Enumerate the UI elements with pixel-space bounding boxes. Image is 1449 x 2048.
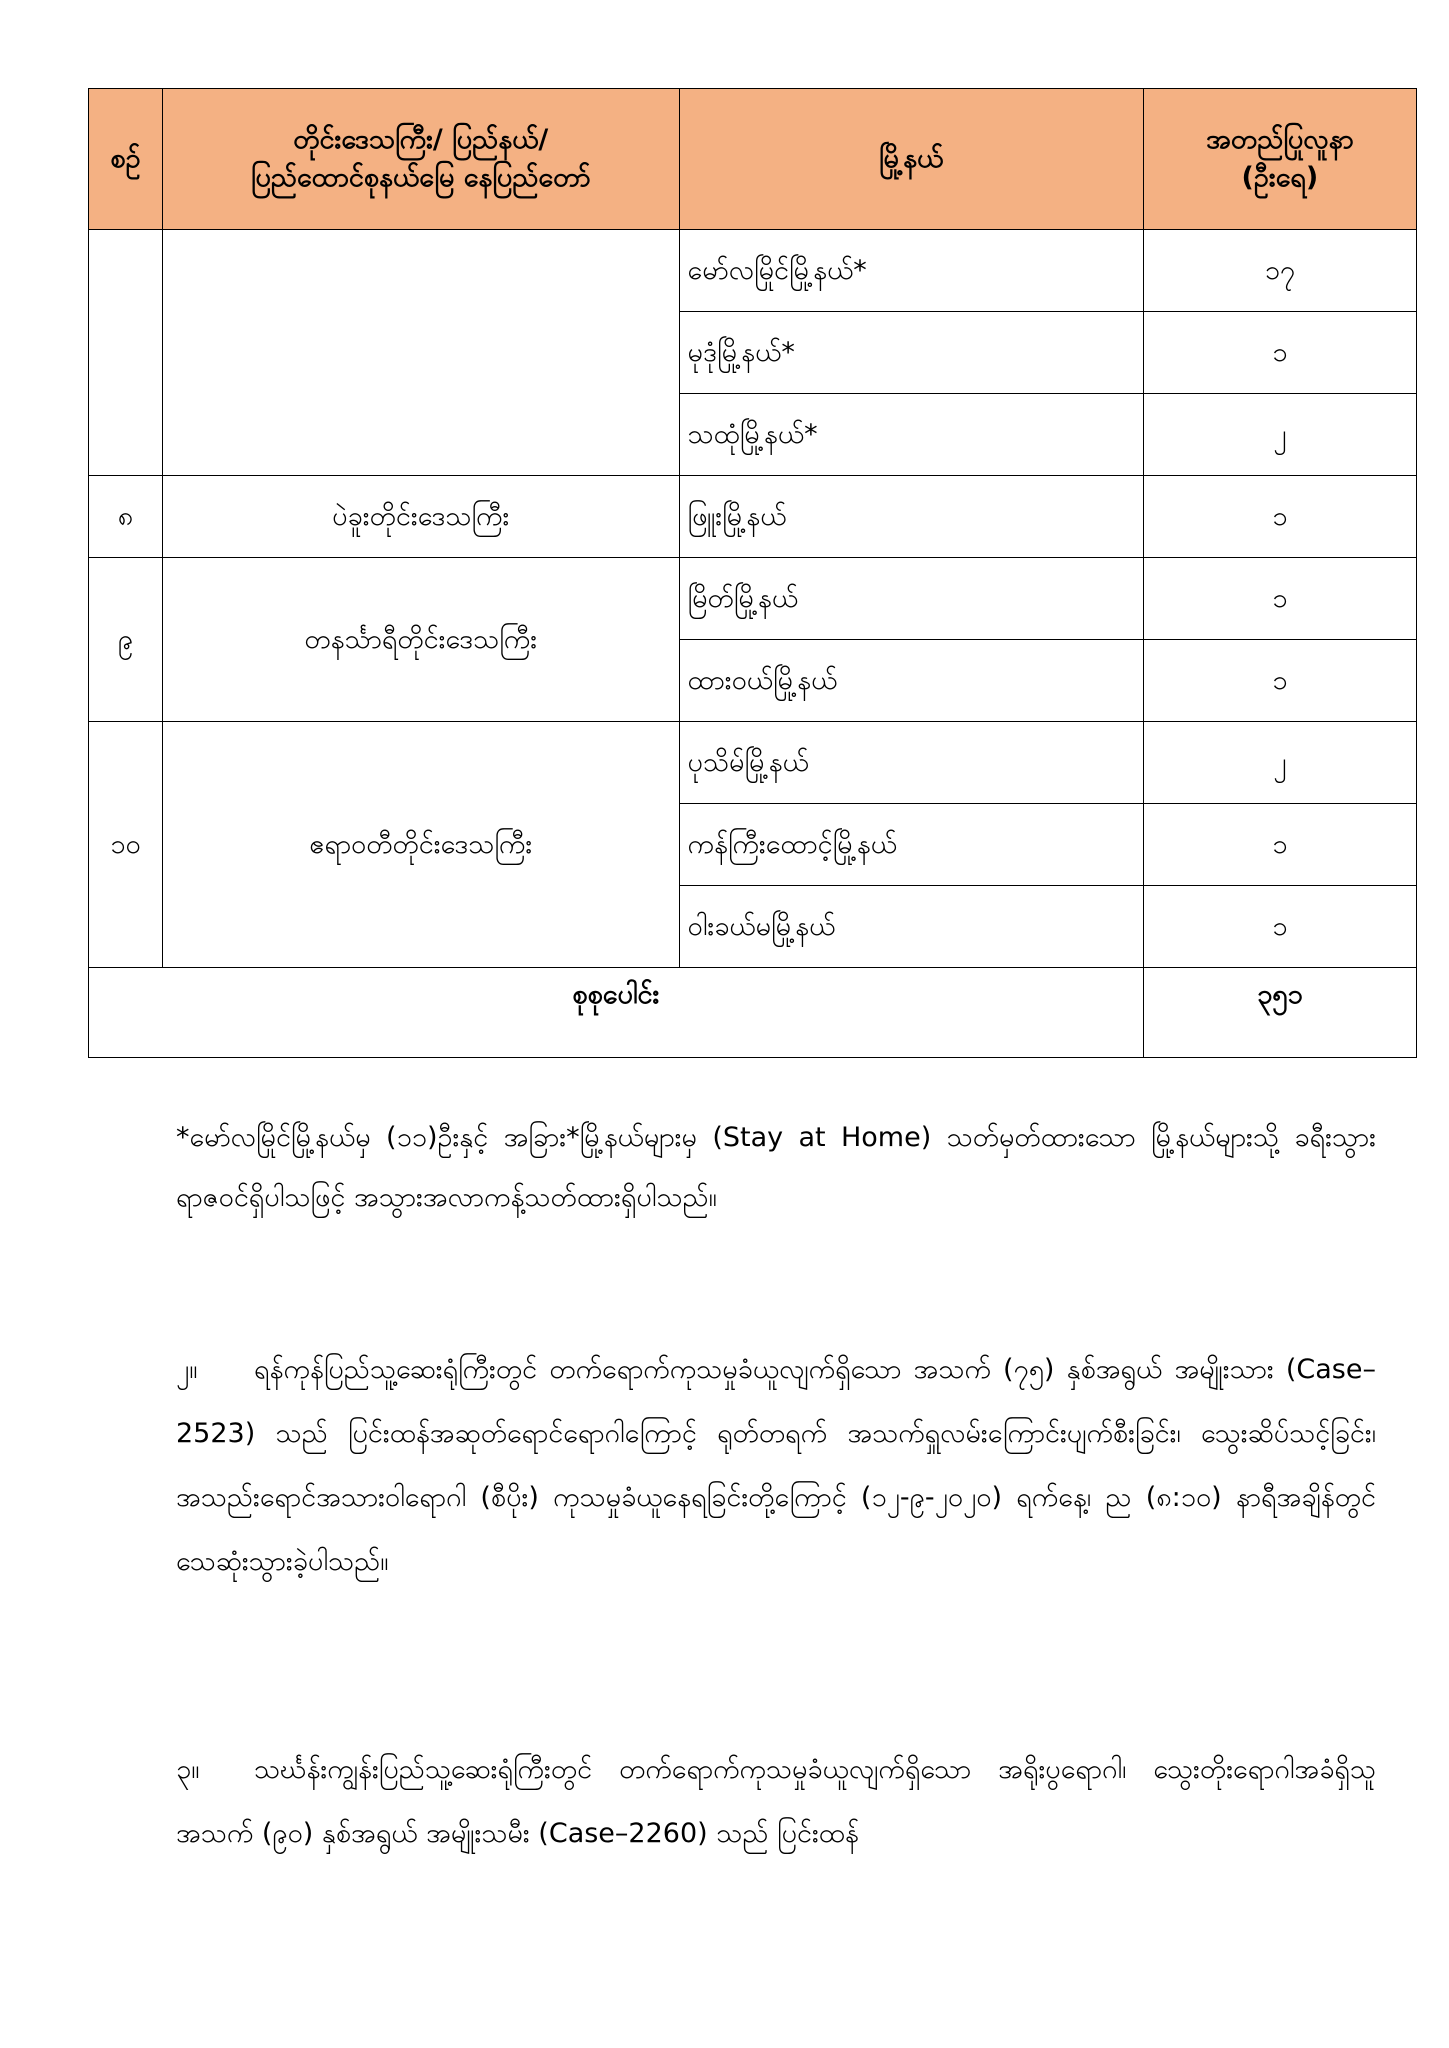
paragraph-number: ၂။ <box>176 1354 198 1385</box>
cell-region-empty <box>162 230 679 476</box>
cell-township: မြိတ်မြို့နယ် <box>679 558 1143 640</box>
cell-count: ၁ <box>1143 886 1416 968</box>
total-label: စုစုပေါင်း <box>89 968 1144 1058</box>
table-header-row <box>89 89 1417 230</box>
total-row <box>89 968 1417 1058</box>
cell-region: ဧရာဝတီတိုင်းဒေသကြီး <box>162 722 679 968</box>
table-row <box>89 558 1417 640</box>
table-row <box>89 722 1417 804</box>
paragraph-text: သင်္ဃန်းကျွန်းပြည်သူ့ဆေးရုံကြီးတွင် တက်ရောက်ကုသမှုခံယူလျက်ရှိသော အရိုးပွရောဂါ၊ သွေးတိုးရောဂါအခံရှိသူ အသက် (၉၀) နှစ်အရွယ် အမျိုးသမီး (Case–2260) သည် ပြင်းထန် <box>176 1754 1376 1849</box>
paragraph-number: ၃။ <box>176 1754 200 1785</box>
cell-no: ၁၀ <box>89 722 163 968</box>
cell-count: ၂ <box>1143 394 1416 476</box>
cell-no: ၉ <box>89 558 163 722</box>
cell-count: ၁ <box>1143 476 1416 558</box>
cell-region: ပဲခူးတိုင်းဒေသကြီး <box>162 476 679 558</box>
total-value: ၃၅၁ <box>1143 968 1416 1058</box>
cell-no-empty <box>89 230 163 476</box>
cell-count: ၁ <box>1143 804 1416 886</box>
cell-township: ကန်ကြီးထောင့်မြို့နယ် <box>679 804 1143 886</box>
header-region-line2: ပြည်ထောင်စုနယ်မြေ နေပြည်တော် <box>250 162 591 193</box>
cell-no: ၈ <box>89 476 163 558</box>
cases-table <box>88 88 1417 1058</box>
footnote: *မော်လမြိုင်မြို့နယ်မှ (၁၁)ဦးနှင့် အခြား*မြို့နယ်များမှ (Stay at Home) သတ်မှတ်ထားသော မြို့နယ်များသို့ ခရီးသွားရာဇဝင်ရှိပါသဖြင့် အသွားအလာကန့်သတ်ထားရှိပါသည်။ <box>176 1122 1376 1213</box>
cell-count: ၁ <box>1143 558 1416 640</box>
header-count <box>1143 89 1416 230</box>
cell-township: ဝါးခယ်မမြို့နယ် <box>679 886 1143 968</box>
cell-count: ၂ <box>1143 722 1416 804</box>
header-no: စဉ် <box>89 89 163 230</box>
paragraph-text: ရန်ကုန်ပြည်သူ့ဆေးရုံကြီးတွင် တက်ရောက်ကုသမှုခံယူလျက်ရှိသော အသက် (၇၅) နှစ်အရွယ် အမျိုးသား (Case–2523) သည် ပြင်းထန်အဆုတ်ရောင်ရောဂါကြောင့် ရုတ်တရက် အသက်ရှူလမ်းကြောင်းပျက်စီးခြင်း၊ သွေးဆိပ်သင့်ခြင်း၊ အသည်းရောင်အသားဝါရောဂါ (စီပိုး) ကုသမှုခံယူနေရခြင်းတို့ကြောင့် (၁၂-၉-၂၀၂၀) ရက်နေ့၊ ည (၈:၁၀) နာရီအချိန်တွင် သေဆုံးသွားခဲ့ပါသည်။ <box>176 1354 1376 1577</box>
cell-township: သထုံမြို့နယ်* <box>679 394 1143 476</box>
cell-region: တနင်္သာရီတိုင်းဒေသကြီး <box>162 558 679 722</box>
table-row <box>89 230 1417 312</box>
cell-township: ပုသိမ်မြို့နယ် <box>679 722 1143 804</box>
cell-township: ထားဝယ်မြို့နယ် <box>679 640 1143 722</box>
header-township: မြို့နယ် <box>679 89 1143 230</box>
cell-township: မုဒုံမြို့နယ်* <box>679 312 1143 394</box>
header-count-line1: အတည်ပြုလူနာ <box>1206 124 1354 155</box>
cell-township: ဖြူးမြို့နယ် <box>679 476 1143 558</box>
paragraph-3 <box>176 1738 1376 1866</box>
header-count-line2: (ဦးရေ) <box>1241 162 1319 193</box>
paragraph-2 <box>176 1338 1376 1594</box>
cell-count: ၁၇ <box>1143 230 1416 312</box>
cell-township: မော်လမြိုင်မြို့နယ်* <box>679 230 1143 312</box>
header-region-line1: တိုင်းဒေသကြီး/ ပြည်နယ်/ <box>293 124 549 155</box>
cell-count: ၁ <box>1143 312 1416 394</box>
table-row <box>89 476 1417 558</box>
cell-count: ၁ <box>1143 640 1416 722</box>
header-region <box>162 89 679 230</box>
